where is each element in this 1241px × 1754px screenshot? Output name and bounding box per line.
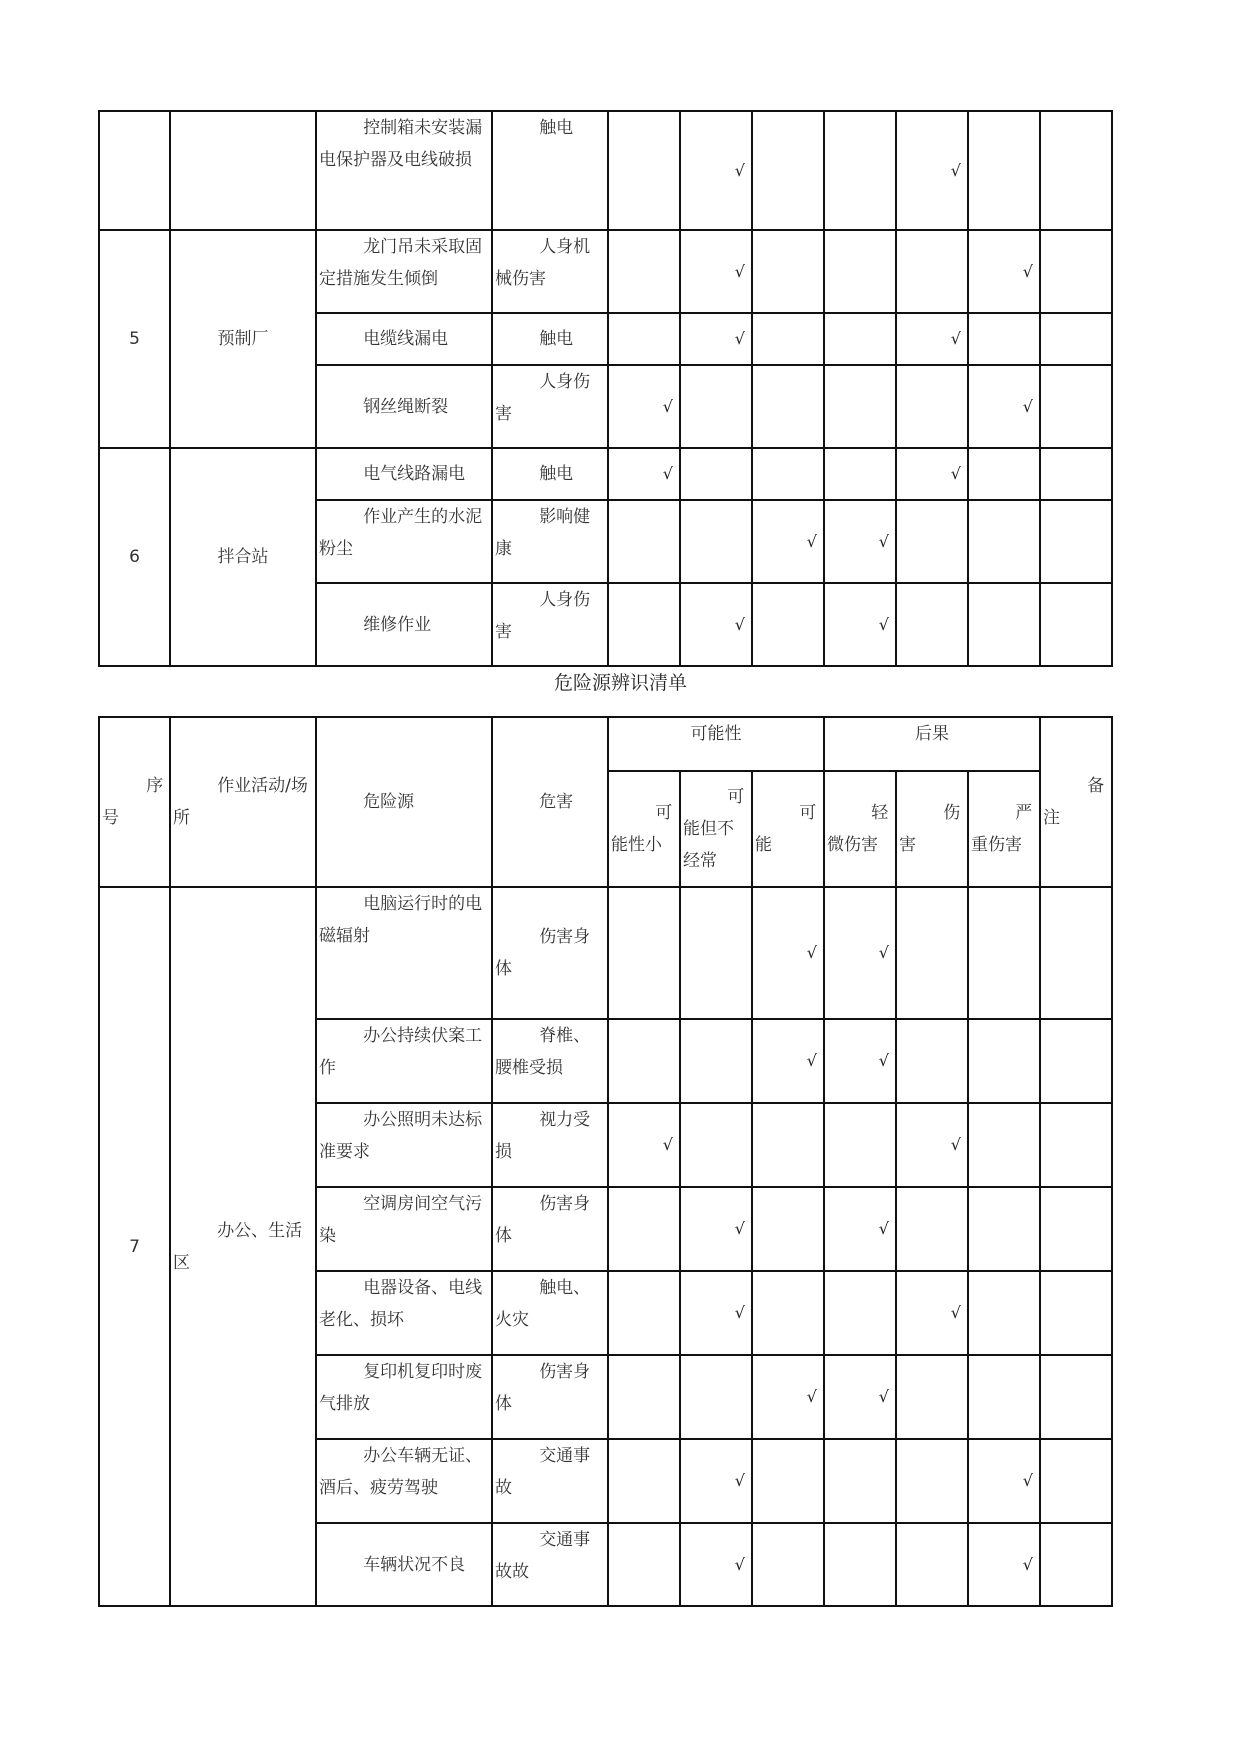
check-cell: √ xyxy=(680,1523,752,1606)
check-cell: √ xyxy=(824,887,896,1019)
check-cell xyxy=(1040,1019,1112,1103)
table-row xyxy=(99,448,1112,500)
harm-cell: 触电 xyxy=(492,448,608,500)
check-cell xyxy=(752,583,824,666)
check-cell xyxy=(968,1187,1040,1271)
header-possibility-occasional: 可能但不经常 xyxy=(680,771,752,887)
header-remark: 备注 xyxy=(1040,717,1112,887)
harm-cell: 触电 xyxy=(492,111,608,230)
hazard-cell: 电缆线漏电 xyxy=(316,313,492,365)
header-consequence-injury: 伤害 xyxy=(896,771,968,887)
seq-cell xyxy=(99,111,170,230)
harm-cell: 影响健康 xyxy=(492,500,608,583)
header-seq: 序号 xyxy=(99,717,170,887)
check-cell xyxy=(752,1439,824,1523)
check-cell xyxy=(896,583,968,666)
check-cell xyxy=(608,111,680,230)
check-cell xyxy=(896,1187,968,1271)
check-cell xyxy=(608,500,680,583)
check-cell xyxy=(680,1103,752,1187)
check-cell xyxy=(752,448,824,500)
check-cell: √ xyxy=(752,1355,824,1439)
check-cell xyxy=(1040,448,1112,500)
check-cell xyxy=(752,111,824,230)
check-cell xyxy=(608,230,680,313)
harm-cell: 伤害身体 xyxy=(492,1187,608,1271)
check-cell xyxy=(824,111,896,230)
hazard-cell: 办公车辆无证、酒后、疲劳驾驶 xyxy=(316,1439,492,1523)
check-cell: √ xyxy=(680,1271,752,1355)
harm-cell: 视力受损 xyxy=(492,1103,608,1187)
harm-cell: 触电 xyxy=(492,313,608,365)
hazard-cell: 龙门吊未采取固定措施发生倾倒 xyxy=(316,230,492,313)
check-cell xyxy=(608,1187,680,1271)
check-cell xyxy=(1040,1271,1112,1355)
table-row xyxy=(99,230,1112,313)
hazard-cell: 钢丝绳断裂 xyxy=(316,365,492,448)
hazard-cell: 车辆状况不良 xyxy=(316,1523,492,1606)
check-cell xyxy=(824,230,896,313)
check-cell: √ xyxy=(968,1439,1040,1523)
check-cell xyxy=(752,1271,824,1355)
harm-cell: 交通事故 xyxy=(492,1439,608,1523)
check-cell xyxy=(968,111,1040,230)
check-cell xyxy=(968,448,1040,500)
check-cell xyxy=(896,1439,968,1523)
check-cell: √ xyxy=(680,583,752,666)
check-cell: √ xyxy=(680,230,752,313)
check-cell xyxy=(1040,583,1112,666)
hazard-cell: 作业产生的水泥粉尘 xyxy=(316,500,492,583)
harm-cell: 脊椎、腰椎受损 xyxy=(492,1019,608,1103)
check-cell: √ xyxy=(896,1271,968,1355)
check-cell: √ xyxy=(680,313,752,365)
seq-cell: 5 xyxy=(99,230,170,448)
place-cell: 办公、生活区 xyxy=(170,887,316,1606)
check-cell xyxy=(968,1355,1040,1439)
check-cell xyxy=(824,1439,896,1523)
check-cell xyxy=(1040,887,1112,1019)
header-consequence-minor: 轻微伤害 xyxy=(824,771,896,887)
check-cell xyxy=(608,1439,680,1523)
check-cell: √ xyxy=(608,448,680,500)
check-cell: √ xyxy=(896,448,968,500)
check-cell xyxy=(968,1271,1040,1355)
place-cell xyxy=(170,111,316,230)
check-cell xyxy=(752,313,824,365)
check-cell: √ xyxy=(968,1523,1040,1606)
check-cell xyxy=(968,500,1040,583)
check-cell xyxy=(1040,365,1112,448)
hazard-cell: 空调房间空气污染 xyxy=(316,1187,492,1271)
check-cell: √ xyxy=(968,230,1040,313)
check-cell xyxy=(896,887,968,1019)
check-cell xyxy=(824,1271,896,1355)
harm-cell: 触电、火灾 xyxy=(492,1271,608,1355)
table-caption: 危险源辨识清单 xyxy=(553,672,687,694)
harm-cell: 交通事故故 xyxy=(492,1523,608,1606)
header-possibility-low: 可能性小 xyxy=(608,771,680,887)
check-cell xyxy=(968,887,1040,1019)
header-consequence: 后果 xyxy=(824,717,1040,771)
harm-cell: 伤害身体 xyxy=(492,1355,608,1439)
check-cell: √ xyxy=(608,1103,680,1187)
check-cell xyxy=(1040,230,1112,313)
check-cell xyxy=(1040,1103,1112,1187)
check-cell xyxy=(1040,500,1112,583)
harm-cell: 人身伤害 xyxy=(492,365,608,448)
harm-cell: 伤害身体 xyxy=(492,887,608,1019)
harm-cell: 人身伤害 xyxy=(492,583,608,666)
check-cell xyxy=(680,1019,752,1103)
header-harm: 危害 xyxy=(492,717,608,887)
seq-cell: 7 xyxy=(99,887,170,1606)
check-cell: √ xyxy=(608,365,680,448)
check-cell xyxy=(680,1355,752,1439)
check-cell xyxy=(1040,111,1112,230)
hazard-cell: 控制箱未安装漏电保护器及电线破损 xyxy=(316,111,492,230)
header-hazard: 危险源 xyxy=(316,717,492,887)
check-cell: √ xyxy=(896,313,968,365)
check-cell xyxy=(680,365,752,448)
header-activity: 作业活动/场所 xyxy=(170,717,316,887)
hazard-table-continued xyxy=(98,110,1113,667)
check-cell: √ xyxy=(752,500,824,583)
check-cell xyxy=(752,1187,824,1271)
hazard-cell: 办公照明未达标准要求 xyxy=(316,1103,492,1187)
check-cell xyxy=(896,1019,968,1103)
check-cell: √ xyxy=(752,1019,824,1103)
check-cell xyxy=(680,887,752,1019)
header-possibility-likely: 可能 xyxy=(752,771,824,887)
check-cell xyxy=(608,313,680,365)
check-cell xyxy=(680,500,752,583)
check-cell xyxy=(608,583,680,666)
check-cell xyxy=(968,313,1040,365)
check-cell xyxy=(896,230,968,313)
check-cell: √ xyxy=(752,887,824,1019)
check-cell xyxy=(968,583,1040,666)
place-cell: 预制厂 xyxy=(170,230,316,448)
table-row xyxy=(99,111,1112,230)
check-cell: √ xyxy=(680,1439,752,1523)
place-cell: 拌合站 xyxy=(170,448,316,666)
hazard-cell: 电气线路漏电 xyxy=(316,448,492,500)
check-cell xyxy=(752,230,824,313)
check-cell: √ xyxy=(968,365,1040,448)
check-cell xyxy=(896,1523,968,1606)
check-cell: √ xyxy=(680,1187,752,1271)
check-cell xyxy=(608,1523,680,1606)
check-cell xyxy=(1040,1523,1112,1606)
check-cell xyxy=(896,365,968,448)
check-cell xyxy=(824,365,896,448)
check-cell xyxy=(824,313,896,365)
check-cell xyxy=(752,365,824,448)
table-row xyxy=(99,887,1112,1019)
check-cell xyxy=(608,1271,680,1355)
check-cell: √ xyxy=(824,1019,896,1103)
hazard-cell: 办公持续伏案工作 xyxy=(316,1019,492,1103)
hazard-cell: 维修作业 xyxy=(316,583,492,666)
check-cell: √ xyxy=(896,111,968,230)
check-cell xyxy=(1040,313,1112,365)
check-cell: √ xyxy=(824,583,896,666)
hazard-cell: 电脑运行时的电磁辐射 xyxy=(316,887,492,1019)
check-cell xyxy=(824,448,896,500)
check-cell xyxy=(1040,1355,1112,1439)
check-cell xyxy=(680,448,752,500)
header-row xyxy=(99,717,1112,771)
check-cell xyxy=(1040,1439,1112,1523)
check-cell: √ xyxy=(824,1355,896,1439)
hazard-cell: 电器设备、电线老化、损坏 xyxy=(316,1271,492,1355)
seq-cell: 6 xyxy=(99,448,170,666)
check-cell xyxy=(608,1355,680,1439)
harm-cell: 人身机械伤害 xyxy=(492,230,608,313)
check-cell xyxy=(752,1103,824,1187)
check-cell xyxy=(1040,1187,1112,1271)
check-cell xyxy=(896,1355,968,1439)
check-cell xyxy=(896,500,968,583)
check-cell: √ xyxy=(680,111,752,230)
check-cell xyxy=(968,1103,1040,1187)
check-cell xyxy=(824,1103,896,1187)
check-cell xyxy=(608,1019,680,1103)
check-cell xyxy=(752,1523,824,1606)
header-consequence-severe: 严重伤害 xyxy=(968,771,1040,887)
check-cell: √ xyxy=(896,1103,968,1187)
hazard-cell: 复印机复印时废气排放 xyxy=(316,1355,492,1439)
check-cell xyxy=(968,1019,1040,1103)
check-cell xyxy=(608,887,680,1019)
header-possibility: 可能性 xyxy=(608,717,824,771)
hazard-identification-table xyxy=(98,716,1113,1607)
check-cell: √ xyxy=(824,500,896,583)
check-cell xyxy=(824,1523,896,1606)
check-cell: √ xyxy=(824,1187,896,1271)
